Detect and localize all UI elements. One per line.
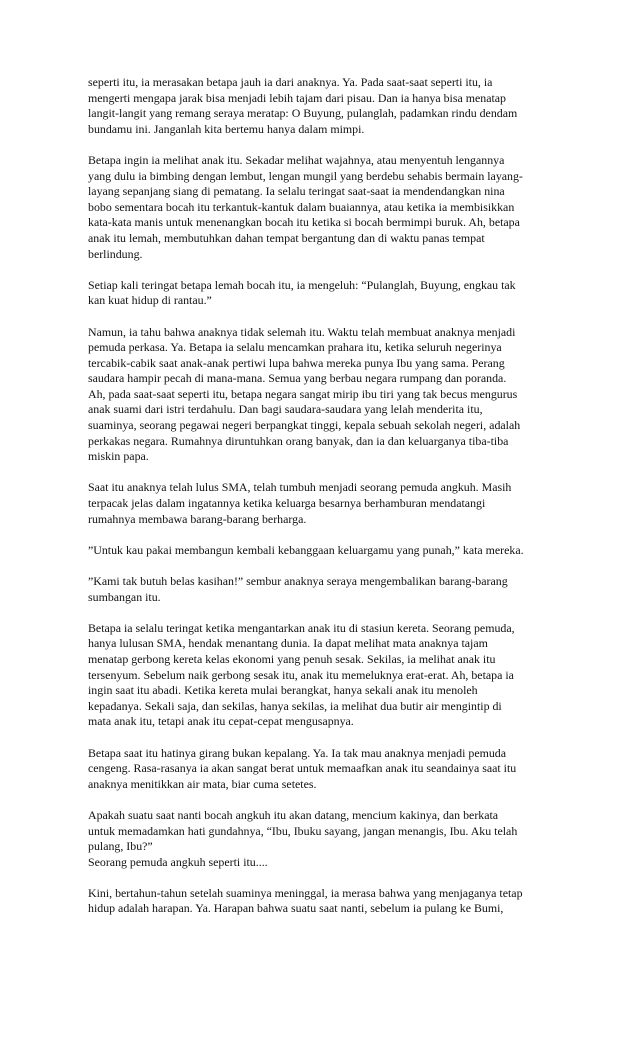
text-line: perkakas negara. Rumahnya diruntuhkan orang banyak, dan ia dan keluarganya tiba-tiba bbox=[88, 433, 509, 448]
text-line: Namun, ia tahu bahwa anaknya tidak selemah itu. Waktu telah membuat anaknya menjadi bbox=[88, 324, 516, 339]
text-line: Kini, bertahun-tahun setelah suaminya meninggal, ia merasa bahwa yang menjaganya tetap bbox=[88, 885, 523, 900]
text-line: hanya lulusan SMA, hendak menantang dunia. Ia dapat melihat mata anaknya tajam bbox=[88, 636, 488, 651]
text-line: anaknya menitikkan air mata, biar cuma setetes. bbox=[88, 776, 317, 791]
text-line: Betapa ia selalu teringat ketika mengantarkan anak itu di stasiun kereta. Seorang pemuda, bbox=[88, 620, 515, 635]
text-line: seperti itu, ia merasakan betapa jauh ia dari anaknya. Ya. Pada saat-saat seperti itu, ia bbox=[88, 75, 493, 89]
text-line: sumbangan itu. bbox=[88, 589, 161, 604]
text-line: Saat itu anaknya telah lulus SMA, telah tumbuh menjadi seorang pemuda angkuh. Masih bbox=[88, 480, 512, 495]
paragraph bbox=[88, 621, 558, 730]
text-line: anak itu lemah, membutuhkan dahan tempat bergantung dan di waktu panas tempat bbox=[88, 230, 485, 245]
text-line: berlindung. bbox=[88, 246, 143, 261]
text-line: langit-langit yang remang seraya meratap: O Buyung, pulanglah, padamkan rindu dendam bbox=[88, 106, 518, 121]
text-line: pemuda perkasa. Ya. Betapa ia selalu mencamkan prahara itu, ketika seluruh negerinya bbox=[88, 340, 502, 355]
text-line: pulang, Ibu?” bbox=[88, 839, 153, 854]
text-line: tersenyum. Sebelum naik gerbong sesak itu, anak itu memeluknya erat-erat. Ah, betapa ia bbox=[88, 667, 514, 682]
text-line: Seorang pemuda angkuh seperti itu.... bbox=[88, 854, 268, 869]
paragraph bbox=[88, 75, 558, 137]
text-line: Betapa ingin ia melihat anak itu. Sekadar melihat wajahnya, atau menyentuh lengannya bbox=[88, 152, 505, 167]
text-line: cengeng. Rasa-rasanya ia akan sangat berat untuk memaafkan anak itu seandainya saat itu bbox=[88, 761, 517, 776]
paragraph bbox=[88, 278, 558, 309]
text-line: kata-kata manis untuk menenangkan bocah itu ketika si bocah bermimpi buruk. Ah, betapa bbox=[88, 215, 520, 230]
text-line: Betapa saat itu hatinya girang bukan kepalang. Ya. Ia tak mau anaknya menjadi pemuda bbox=[88, 745, 507, 760]
text-line: saudara hampir pecah di mana-mana. Semua yang berbau negara rumpang dan poranda. bbox=[88, 371, 507, 386]
text-line: mata anak itu, tetapi anak itu cepat-cepat mengusapnya. bbox=[88, 714, 354, 729]
text-line: ”Untuk kau pakai membangun kembali kebanggaan keluargamu yang punah,” kata mereka. bbox=[88, 542, 524, 557]
paragraph bbox=[88, 808, 558, 870]
text-line: hidup adalah harapan. Ya. Harapan bahwa suatu saat nanti, sebelum ia pulang ke Bumi, bbox=[88, 901, 504, 916]
text-line: ”Kami tak butuh belas kasihan!” sembur anaknya seraya mengembalikan barang-barang bbox=[88, 574, 508, 588]
text-line: ingin saat itu abadi. Ketika kereta mulai berangkat, hanya sekali anak itu menoleh bbox=[88, 683, 478, 698]
document-page bbox=[88, 75, 558, 933]
text-line: bundamu ini. Janganlah kita bertemu hanya dalam mimpi. bbox=[88, 121, 365, 136]
paragraph bbox=[88, 886, 558, 917]
paragraph bbox=[88, 153, 558, 262]
text-line: rumahnya membawa barang-barang berharga. bbox=[88, 511, 307, 526]
text-line: Setiap kali teringat betapa lemah bocah itu, ia mengeluh: “Pulanglah, Buyung, engkau tak bbox=[88, 277, 516, 292]
text-line: yang dulu ia bimbing dengan lembut, lengan mungil yang berdebu sehabis bermain layang- bbox=[88, 168, 523, 183]
text-line: Ah, pada saat-saat seperti itu, betapa negara sangat mirip ibu tiri yang tak becus mengurus bbox=[88, 386, 518, 401]
text-line: suaminya, seorang pegawai negeri berpangkat tinggi, kepala sebuah sekolah negeri, adalah bbox=[88, 418, 521, 433]
text-line: anak suami dari istri terdahulu. Dan bagi saudara-saudara yang lelah menderita itu, bbox=[88, 402, 483, 417]
text-line: untuk memadamkan hati gundahnya, “Ibu, Ibuku sayang, jangan menangis, Ibu. Aku telah bbox=[88, 823, 518, 838]
text-line: terpacak jelas dalam ingatannya ketika keluarga besarnya berhamburan mendatangi bbox=[88, 496, 486, 511]
text-line: menatap gerbong kereta kelas ekonomi yang penuh sesak. Sekilas, ia melihat anak itu bbox=[88, 651, 496, 666]
text-line: kepadanya. Sekali saja, dan sekilas, hanya sekilas, ia melihat dua butir air mengintip di bbox=[88, 698, 502, 713]
paragraph bbox=[88, 543, 558, 559]
paragraph bbox=[88, 480, 558, 527]
paragraph bbox=[88, 746, 558, 793]
paragraph bbox=[88, 574, 558, 605]
paragraph bbox=[88, 325, 558, 465]
text-line: Apakah suatu saat nanti bocah angkuh itu akan datang, mencium kakinya, dan berkata bbox=[88, 807, 499, 822]
text-line: layang sepanjang siang di pematang. Ia selalu teringat saat-saat ia mendendangkan nina bbox=[88, 184, 505, 199]
text-line: miskin papa. bbox=[88, 449, 149, 464]
text-line: mengerti mengapa jarak bisa menjadi lebih tajam dari pisau. Dan ia hanya bisa menatap bbox=[88, 90, 507, 105]
text-line: kan kuat hidup di rantau.” bbox=[88, 293, 212, 308]
text-line: tercabik-cabik saat anak-anak pertiwi lupa bahwa mereka punya Ibu yang sama. Perang bbox=[88, 355, 505, 370]
text-line: bobo sementara bocah itu terkantuk-kantuk dalam buaiannya, atau ketika ia membisikkan bbox=[88, 199, 515, 214]
